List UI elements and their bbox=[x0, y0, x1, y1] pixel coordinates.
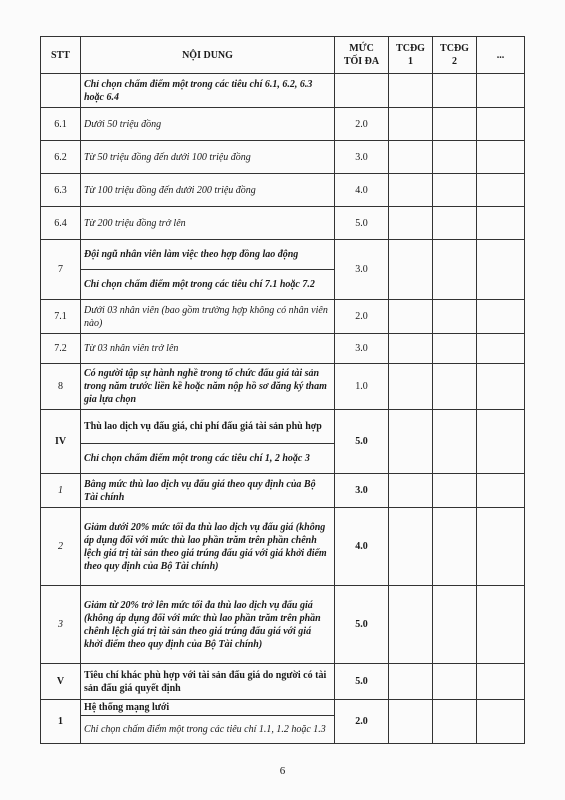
max-cell: 2.0 bbox=[335, 108, 389, 141]
content-cell: Chỉ chọn chấm điểm một trong các tiêu chí 1, 2 hoặc 3 bbox=[81, 444, 335, 474]
stt-cell: 6.3 bbox=[41, 174, 81, 207]
criteria-table bbox=[40, 36, 525, 744]
table-row bbox=[41, 240, 525, 270]
stt-cell bbox=[41, 74, 81, 108]
max-cell: 5.0 bbox=[335, 410, 389, 474]
stt-cell: V bbox=[41, 664, 81, 700]
content-cell: Giảm dưới 20% mức tối đa thù lao dịch vụ đấu giá (không áp dụng đối với mức thù lao phần trăm trên phần chênh lệch giá trị tài sản theo giá trúng đấu giá với giá khởi điểm theo quy định của Bộ Tài chính) bbox=[81, 508, 335, 586]
content-cell: Từ 100 triệu đồng đến dưới 200 triệu đồng bbox=[81, 174, 335, 207]
max-cell: 3.0 bbox=[335, 334, 389, 364]
content-cell: Bằng mức thù lao dịch vụ đấu giá theo quy định của Bộ Tài chính bbox=[81, 474, 335, 508]
content-cell: Từ 50 triệu đồng đến dưới 100 triệu đồng bbox=[81, 141, 335, 174]
max-cell: 2.0 bbox=[335, 300, 389, 334]
stt-cell: IV bbox=[41, 410, 81, 474]
page-number: 6 bbox=[279, 765, 286, 777]
table-row bbox=[41, 508, 525, 586]
header-max bbox=[335, 37, 389, 74]
max-cell: 3.0 bbox=[335, 141, 389, 174]
stt-cell: 7.2 bbox=[41, 334, 81, 364]
table-row bbox=[41, 174, 525, 207]
content-cell: Chỉ chọn chấm điểm một trong các tiêu chí 6.1, 6.2, 6.3 hoặc 6.4 bbox=[81, 74, 335, 108]
header-tc1-line1: TCĐG bbox=[396, 43, 425, 54]
header-max-line1: MỨC bbox=[349, 43, 374, 54]
content-cell: Từ 03 nhân viên trở lên bbox=[81, 334, 335, 364]
max-cell: 5.0 bbox=[335, 586, 389, 664]
table-row bbox=[41, 364, 525, 410]
table-header-row bbox=[41, 37, 525, 74]
table-row bbox=[41, 586, 525, 664]
content-cell: Hệ thống mạng lưới bbox=[81, 700, 335, 716]
max-cell: 4.0 bbox=[335, 508, 389, 586]
header-tc1 bbox=[389, 37, 433, 74]
stt-cell: 6.2 bbox=[41, 141, 81, 174]
stt-cell: 1 bbox=[41, 474, 81, 508]
table-row bbox=[41, 410, 525, 444]
stt-cell: 7 bbox=[41, 240, 81, 300]
table-row bbox=[41, 74, 525, 108]
content-cell: Chỉ chọn chấm điểm một trong các tiêu chí 1.1, 1.2 hoặc 1.3 bbox=[81, 716, 335, 744]
header-tc2-line1: TCĐG bbox=[440, 43, 469, 54]
max-cell: 5.0 bbox=[335, 664, 389, 700]
header-more: ... bbox=[477, 37, 525, 74]
header-max-line2: TỐI ĐA bbox=[343, 56, 380, 67]
stt-cell: 3 bbox=[41, 586, 81, 664]
max-cell: 3.0 bbox=[335, 474, 389, 508]
stt-cell: 7.1 bbox=[41, 300, 81, 334]
stt-cell: 6.1 bbox=[41, 108, 81, 141]
content-cell: Chỉ chọn chấm điểm một trong các tiêu chí 7.1 hoặc 7.2 bbox=[81, 270, 335, 300]
header-tc2-line2: 2 bbox=[452, 56, 457, 67]
content-cell: Đội ngũ nhân viên làm việc theo hợp đồng lao động bbox=[81, 240, 335, 270]
max-cell: 2.0 bbox=[335, 700, 389, 744]
content-cell: Dưới 50 triệu đồng bbox=[81, 108, 335, 141]
stt-cell: 1 bbox=[41, 700, 81, 744]
stt-cell: 8 bbox=[41, 364, 81, 410]
table-row bbox=[41, 334, 525, 364]
header-stt: STT bbox=[41, 37, 81, 74]
header-tc1-line2: 1 bbox=[408, 56, 413, 67]
table-row bbox=[41, 108, 525, 141]
content-cell: Dưới 03 nhân viên (bao gồm trường hợp không có nhân viên nào) bbox=[81, 300, 335, 334]
table-row bbox=[41, 207, 525, 240]
max-cell bbox=[335, 74, 389, 108]
stt-cell: 2 bbox=[41, 508, 81, 586]
header-tc2 bbox=[433, 37, 477, 74]
table-row bbox=[41, 474, 525, 508]
max-cell: 5.0 bbox=[335, 207, 389, 240]
content-cell: Thù lao dịch vụ đấu giá, chi phí đấu giá tài sản phù hợp bbox=[81, 410, 335, 444]
table-row bbox=[41, 141, 525, 174]
content-cell: Từ 200 triệu đồng trở lên bbox=[81, 207, 335, 240]
table-row bbox=[41, 300, 525, 334]
max-cell: 3.0 bbox=[335, 240, 389, 300]
header-content: NỘI DUNG bbox=[81, 37, 335, 74]
stt-cell: 6.4 bbox=[41, 207, 81, 240]
table-row bbox=[41, 664, 525, 700]
max-cell: 4.0 bbox=[335, 174, 389, 207]
content-cell: Có người tập sự hành nghề trong tổ chức đấu giá tài sản trong năm trước liền kề hoặc năm nộp hồ sơ đăng ký tham gia lựa chọn bbox=[81, 364, 335, 410]
content-cell: Giảm từ 20% trở lên mức tối đa thù lao dịch vụ đấu giá (không áp dụng đối với mức thù lao phần trăm trên phần chênh lệch giá trị tài sản theo giá trúng đấu giá với giá khởi điểm theo quy định của Bộ Tài chính) bbox=[81, 586, 335, 664]
table-row bbox=[41, 700, 525, 716]
max-cell: 1.0 bbox=[335, 364, 389, 410]
content-cell: Tiêu chí khác phù hợp với tài sản đấu giá do người có tài sản đấu giá quyết định bbox=[81, 664, 335, 700]
